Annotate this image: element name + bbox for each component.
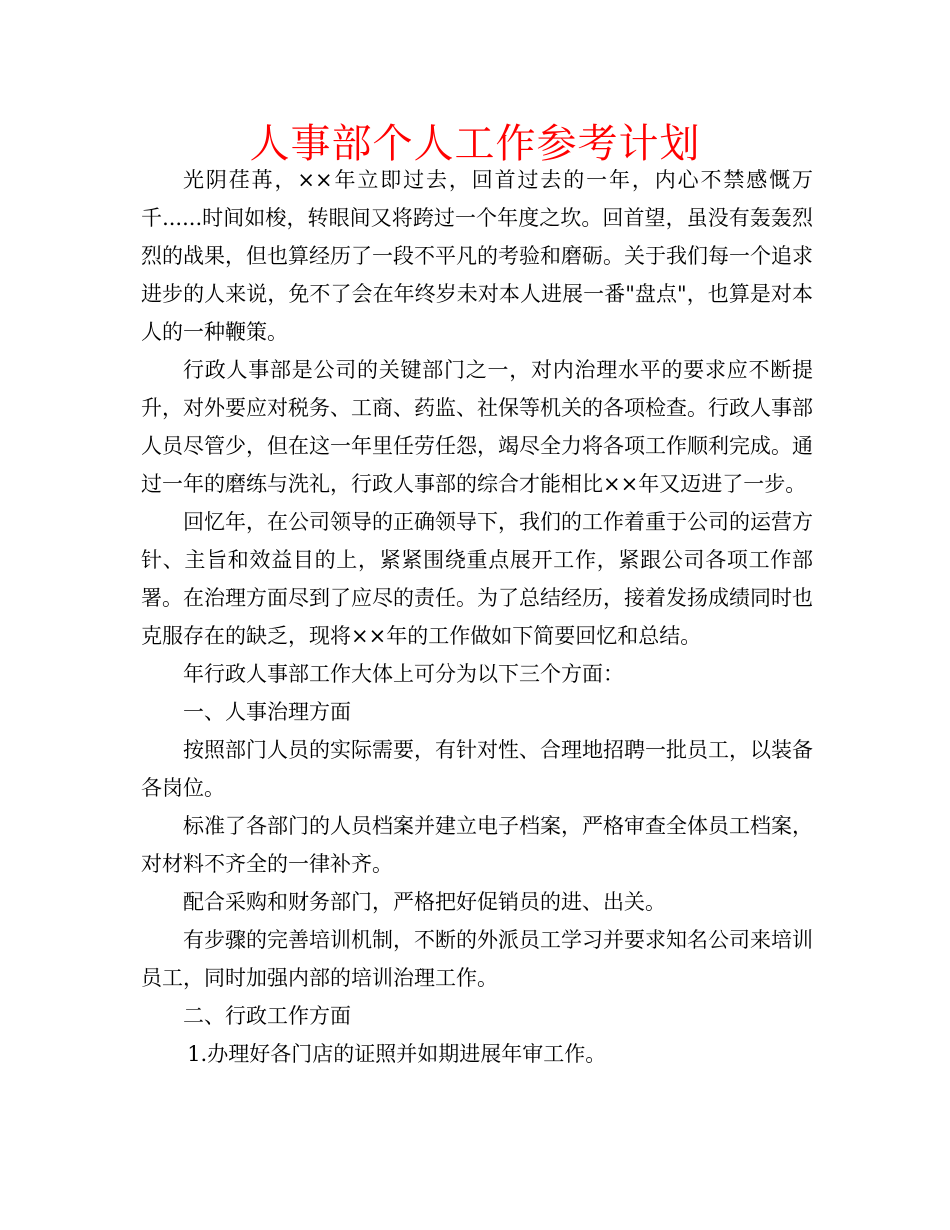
paragraph-archives: 标准了各部门的人员档案并建立电子档案，严格审查全体员工档案，对材料不齐全的一律补齐。 [141, 814, 813, 876]
paragraph-intro: 光阴荏苒，××年立即过去，回首过去的一年，内心不禁感慨万千......时间如梭，转眼间又将跨过一个年度之坎。回首望，虽没有轰轰烈烈的战果，但也算经历了一段不平凡的考验和磨砺。关于我们每一个追求进步的人来说，免不了会在年终岁未对本人进展一番"盘点"，也算是对本人的一种鞭策。 [141, 168, 813, 344]
paragraph-overview: 年行政人事部工作大体上可分为以下三个方面： [183, 662, 624, 686]
paragraph-department-role: 行政人事部是公司的关键部门之一，对内治理水平的要求应不断提升，对外要应对税务、工商、药监、社保等机关的各项检查。行政人事部人员尽管少，但在这一年里任劳任怨，竭尽全力将各项工作顺利完成。通过一年的磨练与洗礼，行政人事部的综合才能相比××年又迈进了一步。 [141, 358, 813, 496]
list-item-licenses: 1.办理好各门店的证照并如期进展年审工作。 [187, 1042, 607, 1066]
document-title: 人事部个人工作参考计划 [249, 121, 701, 167]
section-heading-personnel: 一、人事治理方面 [183, 700, 351, 724]
paragraph-review: 回忆年，在公司领导的正确领导下，我们的工作着重于公司的运营方针、主旨和效益目的上，紧紧围绕重点展开工作，紧跟公司各项工作部署。在治理方面尽到了应尽的责任。为了总结经历，接着发扬成绩同时也克服存在的缺乏，现将××年的工作做如下简要回忆和总结。 [141, 510, 813, 648]
document-body [141, 161, 813, 1073]
paragraph-recruitment: 按照部门人员的实际需要，有针对性、合理地招聘一批员工，以装备各岗位。 [141, 738, 813, 800]
section-heading-admin: 二、行政工作方面 [183, 1004, 351, 1028]
paragraph-training: 有步骤的完善培训机制，不断的外派员工学习并要求知名公司来培训员工，同时加强内部的培训治理工作。 [141, 928, 813, 990]
paragraph-promoters: 配合采购和财务部门，严格把好促销员的进、出关。 [183, 890, 666, 914]
